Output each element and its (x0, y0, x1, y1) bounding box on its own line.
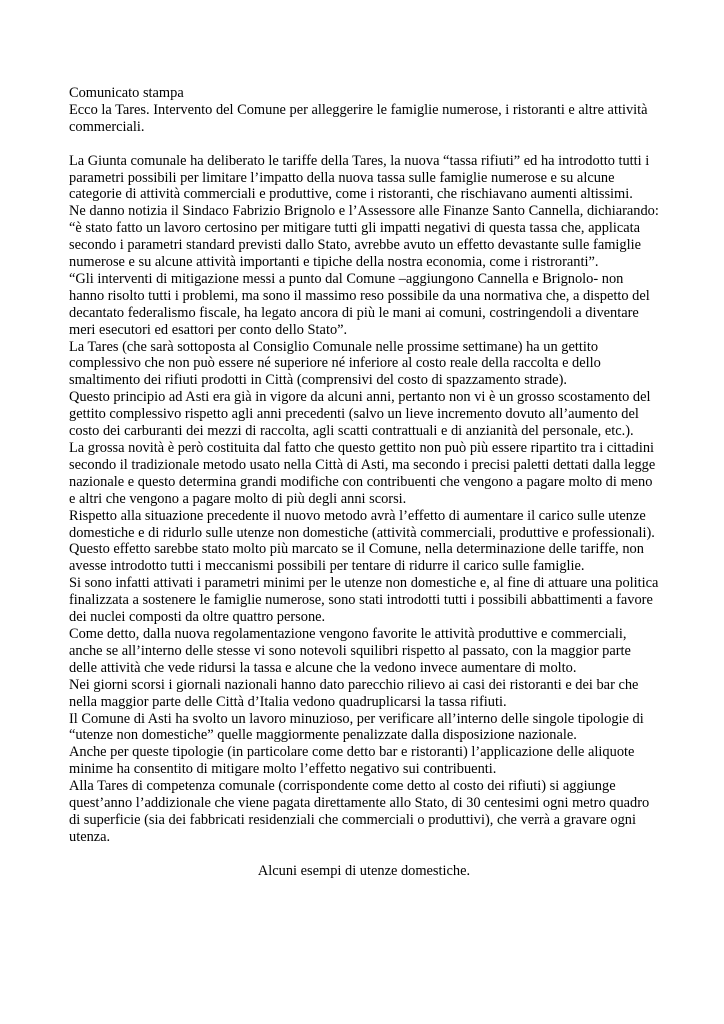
blank-line (69, 136, 659, 153)
document-header: Comunicato stampa (69, 85, 184, 101)
paragraph-7: Rispetto alla situazione precedente il nuovo metodo avrà l’effetto di aumentare il carico sulle utenze domestiche e di ridurlo sulle utenze non domestiche (attività commerciali, produttive e professionali). (69, 507, 655, 541)
paragraph-10: Come detto, dalla nuova regolamentazione vengono favorite le attività produttive e commerciali, anche se all’interno delle stesse vi sono notevoli squilibri rispetto al passato, con la maggior parte delle attività che vede ridursi la tassa e alcune che la vedono invece aumentare di molto. (69, 625, 631, 676)
document-title: Ecco la Tares. Intervento del Comune per alleggerire le famiglie numerose, i ristoranti e altre attività commerciali. (69, 101, 648, 135)
paragraph-11: Nei giorni scorsi i giornali nazionali hanno dato parecchio rilievo ai casi dei ristoranti e dei bar che nella maggior parte delle Città d’Italia vedono quadruplicarsi la tassa rifiuti. (69, 676, 639, 710)
paragraph-14: Alla Tares di competenza comunale (corrispondente come detto al costo dei rifiuti) si aggiunge quest’anno l’addizionale che viene pagata direttamente allo Stato, di 30 centesimi ogni metro quadro di superficie (sia dei fabbricati residenziali che commerciali o produttivi), che verrà a gravare ogni utenza. (69, 778, 650, 845)
paragraph-4: La Tares (che sarà sottoposta al Consiglio Comunale nelle prossime settimane) ha un gettito complessivo che non può essere né superiore né inferiore al costo reale della raccolta e dello smaltimento dei rifiuti prodotti in Città (comprensivi del costo di spazzamento strade). (69, 338, 601, 389)
blank-line (69, 846, 659, 863)
paragraph-8: Questo effetto sarebbe stato molto più marcato se il Comune, nella determinazione delle tariffe, non avesse introdotto tutti i meccanismi possibili per tentare di ridurre il carico sulle famiglie. (69, 541, 644, 575)
paragraph-3: “Gli interventi di mitigazione messi a punto dal Comune –aggiungono Cannella e Brignolo- non hanno risolto tutti i problemi, ma sono il massimo reso possibile da una normativa che, a dispetto del decantato federalismo fiscale, ha legato ancora di più le mani ai comuni, costringendoli a diventare meri esecutori ed esattori per conto dello Stato”. (69, 270, 650, 338)
paragraph-12: Il Comune di Asti ha svolto un lavoro minuzioso, per verificare all’interno delle singole tipologie di “utenze non domestiche” quelle maggiormente penalizzate dalla disposizione nazionale. (69, 710, 644, 744)
paragraph-1: La Giunta comunale ha deliberato le tariffe della Tares, la nuova “tassa rifiuti” ed ha introdotto tutti i parametri possibili per limitare l’impatto della nuova tassa sulle famiglie numerose e su alcune categorie di attività commerciali e produttive, come i ristoranti, che rischiavano aumenti altissimi. (69, 152, 650, 203)
press-release-body (69, 85, 659, 880)
paragraph-6: La grossa novità è però costituita dal fatto che questo gettito non può più essere ripartito tra i cittadini secondo il tradizionale metodo usato nella Città di Asti, ma secondo i precisi paletti dettati dalla legge nazionale e questo determina grandi modifiche con contribuenti che vengono a pagare molto di meno e altri che vengono a pagare molto di più degli anni scorsi. (69, 440, 656, 507)
paragraph-5: Questo principio ad Asti era già in vigore da alcuni anni, pertanto non vi è un grosso scostamento del gettito complessivo rispetto agli anni precedenti (salvo un lieve incremento dovuto all’aumento del costo dei carburanti dei mezzi di raccolta, agli scatti contrattuali e di anzianità del personale, etc.). (69, 389, 651, 440)
paragraph-2: Ne danno notizia il Sindaco Fabrizio Brignolo e l’Assessore alle Finanze Santo Cannella, dichiarando: “è stato fatto un lavoro certosino per mitigare tutti gli impatti negativi di questa tassa che, applicata secondo i parametri standard previsti dallo Stato, avrebbe avuto un effetto devastante sulle famiglie numerose e su alcune attività importanti e tipiche della nostra economia, come i ristroranti”. (69, 203, 659, 271)
paragraph-13: Anche per queste tipologie (in particolare come detto bar e ristoranti) l’applicazione delle aliquote minime ha consentito di mitigare molto l’effetto negativo sui contribuenti. (69, 744, 635, 778)
paragraph-9: Si sono infatti attivati i parametri minimi per le utenze non domestiche e, al fine di attuare una politica finalizzata a sostenere le famiglie numerose, sono stati introdotti tutti i possibili abbattimenti a favore dei nuclei composti da oltre quattro persone. (69, 575, 659, 626)
closing-line: Alcuni esempi di utenze domestiche. (257, 862, 471, 879)
